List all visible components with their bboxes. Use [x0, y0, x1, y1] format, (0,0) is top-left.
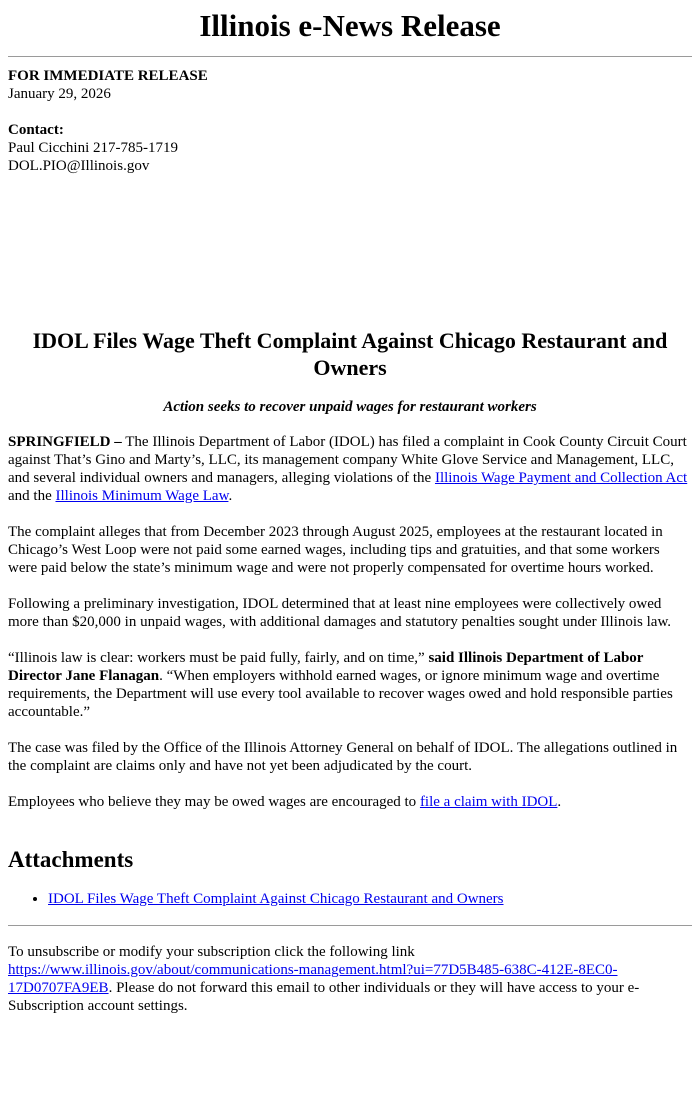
unsubscribe-link[interactable]: https://www.illinois.gov/about/communications-management.html?ui=77D5B485-638C-412E-8EC0-17D0707FA9EB: [8, 962, 618, 996]
minimum-wage-law-link[interactable]: Illinois Minimum Wage Law: [55, 488, 229, 504]
paragraph-1: SPRINGFIELD – The Illinois Department of Labor (IDOL) has filed a complaint in Cook County Circuit Court against That’s Gino and Marty’s, LLC, its management company White Glove Service and Management, LLC, and several individual owners and managers, alleging violations of the Illinois Wage Payment and Collection Act and the Illinois Minimum Wage Law.: [8, 434, 688, 504]
list-item: [48, 890, 692, 908]
quote-speaker: said Illinois Department of Labor Director Jane Flanagan: [8, 650, 644, 684]
blank-space: [8, 175, 692, 327]
contact-label: Contact:: [8, 122, 64, 138]
release-label: FOR IMMEDIATE RELEASE: [8, 68, 208, 84]
release-date: January 29, 2026: [8, 86, 111, 102]
paragraph-3: Following a preliminary investigation, IDOL determined that at least nine employees were collectively owed more than $20,000 in unpaid wages, with additional damages and statutory penalties sought under Illinois law.: [8, 596, 672, 630]
header-divider: [8, 56, 692, 57]
footer-divider: [8, 925, 692, 926]
dateline: SPRINGFIELD –: [8, 434, 122, 450]
paragraph-4: “Illinois law is clear: workers must be paid fully, fairly, and on time,” said Illinois Department of Labor Director Jane Flanagan. “When employers withhold earned wages, or ignore minimum wage and overtime requirements, the Department will use every tool available to recover wages owed and hold responsible parties accountable.”: [8, 650, 673, 720]
attachment-link[interactable]: IDOL Files Wage Theft Complaint Against Chicago Restaurant and Owners: [48, 891, 504, 907]
attachments-list: [8, 890, 692, 908]
article-headline: IDOL Files Wage Theft Complaint Against Chicago Restaurant and Owners: [32, 328, 668, 380]
unsubscribe-footer: To unsubscribe or modify your subscription click the following link https://www.illinois.gov/about/communications-management.html?ui=77D5B485-638C-412E-8EC0-17D0707FA9EB. Please do not forward this email to other individuals or they will have access to your e-Subscription account settings.: [8, 944, 640, 1014]
attachments-heading: Attachments: [8, 847, 134, 872]
page-title: Illinois e-News Release: [199, 8, 501, 43]
paragraph-2: The complaint alleges that from December 2023 through August 2025, employees at the restaurant located in Chicago’s West Loop were not paid some earned wages, including tips and gratuities, and that some workers were paid below the state’s minimum wage and were not properly compensated for overtime hours worked.: [8, 524, 663, 576]
article-subheadline: Action seeks to recover unpaid wages for restaurant workers: [163, 399, 537, 415]
file-claim-link[interactable]: file a claim with IDOL: [419, 794, 558, 810]
paragraph-6: Employees who believe they may be owed wages are encouraged to file a claim with IDOL.: [8, 794, 562, 810]
release-meta: [8, 67, 692, 175]
wage-payment-act-link[interactable]: Illinois Wage Payment and Collection Act: [434, 470, 688, 486]
contact-email: DOL.PIO@Illinois.gov: [8, 158, 150, 174]
paragraph-5: The case was filed by the Office of the Illinois Attorney General on behalf of IDOL. The allegations outlined in the complaint are claims only and have not yet been adjudicated by the court.: [8, 740, 678, 774]
contact-name-phone: Paul Cicchini 217-785-1719: [8, 140, 178, 156]
